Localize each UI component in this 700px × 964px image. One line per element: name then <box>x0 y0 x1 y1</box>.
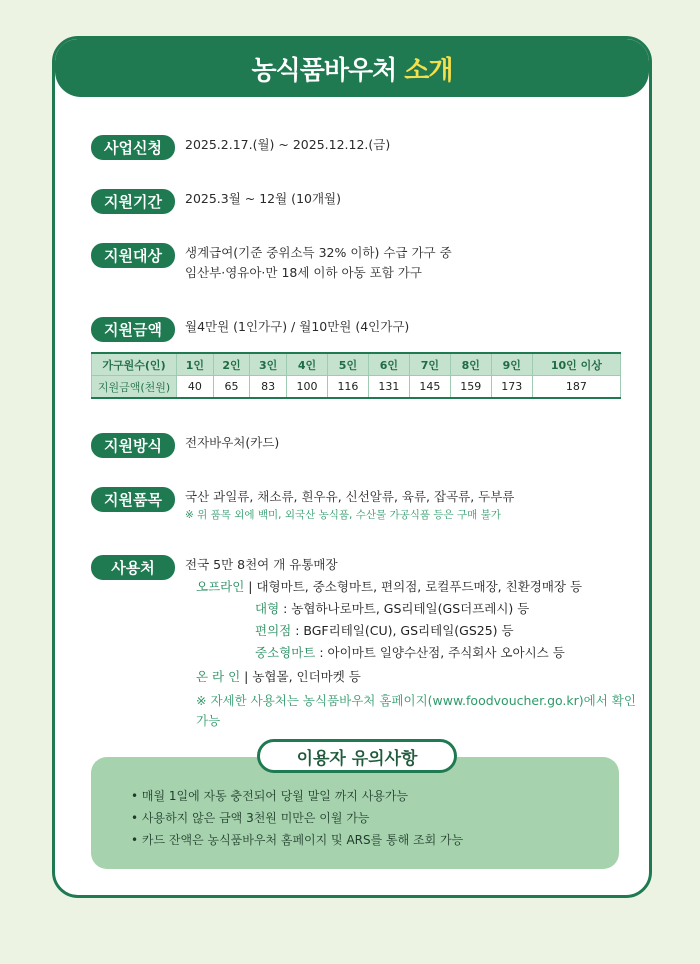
table-cell: 4인 <box>287 353 328 376</box>
section-label: 사용처 <box>91 555 175 580</box>
section-label: 지원대상 <box>91 243 175 268</box>
section-label: 지원금액 <box>91 317 175 342</box>
section-text <box>185 487 514 523</box>
table-cell: 10인 이상 <box>532 353 620 376</box>
detail-text: : 농협하나로마트, GS리테일(GS더프레시) 등 <box>279 601 530 616</box>
text-line: 생계급여(기준 중위소득 32% 이하) 수급 가구 중 <box>185 245 452 260</box>
notice-item: • 카드 잔액은 농식품바우처 홈페이지 및 ARS를 통해 조회 가능 <box>131 833 464 847</box>
online-label: 온 라 인 <box>196 669 241 684</box>
table-cell: 8인 <box>450 353 491 376</box>
table-cell: 40 <box>177 376 214 399</box>
section-label: 지원품목 <box>91 487 175 512</box>
table-header-label: 가구원수(인) <box>92 353 177 376</box>
online-text: 농협몰, 인더마켓 등 <box>252 669 361 684</box>
section-application <box>91 135 390 160</box>
table-cell: 5인 <box>327 353 368 376</box>
table-cell: 173 <box>491 376 532 399</box>
section-text: 2025.3월 ~ 12월 (10개월) <box>185 191 341 206</box>
table-cell: 2인 <box>213 353 250 376</box>
section-period <box>91 189 341 214</box>
section-text: 2025.2.17.(월) ~ 2025.12.12.(금) <box>185 137 391 152</box>
table-cell: 3인 <box>250 353 287 376</box>
offline-text: 대형마트, 중소형마트, 편의점, 로컬푸드매장, 친환경매장 등 <box>256 579 583 594</box>
page-title <box>55 39 649 97</box>
table-cell: 83 <box>250 376 287 399</box>
table-cell: 131 <box>368 376 409 399</box>
table-cell: 1인 <box>177 353 214 376</box>
title-accent: 소개 <box>404 55 453 86</box>
section-amount <box>91 317 409 342</box>
notice-box <box>91 757 619 869</box>
section-target <box>91 243 452 283</box>
usage-detail <box>255 599 529 619</box>
separator: | <box>248 579 257 594</box>
usage-offline <box>196 577 582 597</box>
table-cell: 65 <box>213 376 250 399</box>
table-cell: 187 <box>532 376 620 399</box>
title-main: 농식품바우처 <box>251 55 397 86</box>
section-label: 지원기간 <box>91 189 175 214</box>
table-row <box>92 376 621 399</box>
section-text: 월4만원 (1인가구) / 월10만원 (4인가구) <box>185 319 410 334</box>
table-cell: 9인 <box>491 353 532 376</box>
table-cell: 6인 <box>368 353 409 376</box>
section-text: 전자바우처(카드) <box>185 435 280 450</box>
usage-detail <box>255 643 565 663</box>
separator: | <box>244 669 253 684</box>
items-note: ※ 위 품목 외에 백미, 외국산 농식품, 수산물 가공식품 등은 구매 불가 <box>185 509 501 521</box>
detail-label: 편의점 <box>255 623 292 638</box>
section-method <box>91 433 279 458</box>
section-text <box>185 243 452 283</box>
text-line: 국산 과일류, 채소류, 흰우유, 신선알류, 육류, 잡곡류, 두부류 <box>185 489 515 504</box>
amount-table <box>91 352 621 399</box>
voucher-info-card <box>52 36 652 898</box>
table-cell: 100 <box>287 376 328 399</box>
table-cell: 159 <box>450 376 491 399</box>
table-header-row <box>92 353 621 376</box>
usage-online <box>196 667 361 687</box>
section-label: 사업신청 <box>91 135 175 160</box>
text-line: 임산부·영유아·만 18세 이하 아동 포함 가구 <box>185 265 422 280</box>
table-cell: 116 <box>327 376 368 399</box>
detail-text: : BGF리테일(CU), GS리테일(GS25) 등 <box>291 623 514 638</box>
section-text: 전국 5만 8천여 개 유통매장 <box>185 557 338 572</box>
section-label: 지원방식 <box>91 433 175 458</box>
detail-label: 중소형마트 <box>255 645 316 660</box>
detail-label: 대형 <box>255 601 280 616</box>
notice-title: 이용자 유의사항 <box>257 739 457 773</box>
detail-text: : 아이마트 일양수산점, 주식회사 오아시스 등 <box>315 645 565 660</box>
usage-note: ※ 자세한 사용처는 농식품바우처 홈페이지(www.foodvoucher.go.kr)에서 확인 가능 <box>196 693 636 728</box>
usage-detail <box>255 621 514 641</box>
section-items <box>91 487 514 523</box>
table-cell: 7인 <box>409 353 450 376</box>
table-row-label: 지원금액(천원) <box>92 376 177 399</box>
offline-label: 오프라인 <box>196 579 245 594</box>
notice-item: • 사용하지 않은 금액 3천원 미만은 이월 가능 <box>131 811 370 825</box>
table-cell: 145 <box>409 376 450 399</box>
notice-item: • 매월 1일에 자동 충전되어 당월 말일 까지 사용가능 <box>131 789 409 803</box>
